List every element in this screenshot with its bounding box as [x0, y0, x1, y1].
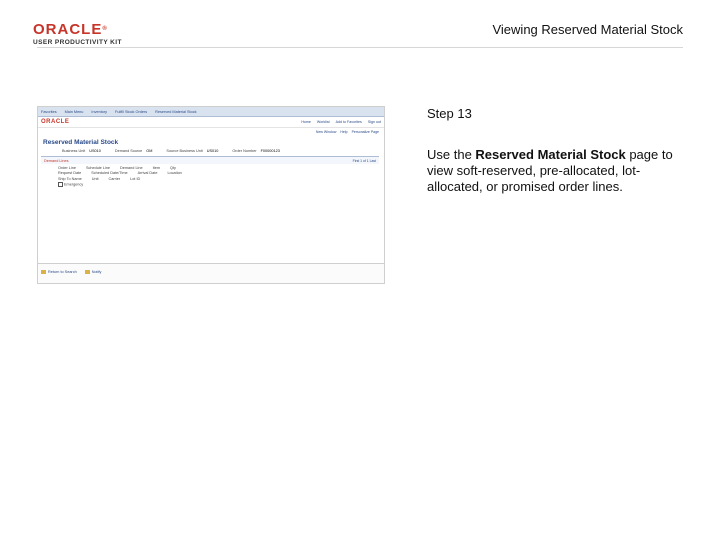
field-value: US010: [89, 149, 101, 153]
notify-button[interactable]: [85, 270, 102, 274]
nav-item-fulfill[interactable]: Fulfill Stock Orders: [115, 109, 148, 114]
header-link-worklist[interactable]: Worklist: [316, 120, 330, 124]
field-label: Order Number: [232, 149, 257, 153]
grid-cell: Carrier: [108, 176, 121, 181]
header-fields-row: [38, 148, 384, 154]
app-nav-bar: [38, 107, 384, 117]
header-divider: [37, 47, 683, 48]
grid-cell: Location: [167, 171, 182, 176]
field-value: US010: [206, 149, 219, 153]
checkbox-box[interactable]: [58, 182, 63, 187]
instruction-suffix: page to view soft-reserved, pre-allocated, lot-allocated, or promised order lines.: [427, 147, 673, 194]
grid-cell: Ship To Name: [58, 176, 82, 181]
grid-cell: Schedule Line: [85, 165, 111, 170]
header-link-home[interactable]: Home: [301, 120, 311, 124]
field-business-unit: [62, 149, 101, 153]
toolbar-personalize[interactable]: Personalize Page: [351, 130, 379, 134]
step-panel: [427, 106, 687, 195]
toolbar-new-window[interactable]: New Window: [315, 130, 337, 134]
notify-label: Notify: [91, 270, 102, 274]
oracle-logo-word: [33, 22, 122, 37]
grid-cell: Unit: [91, 176, 99, 181]
field-value: OM: [146, 149, 153, 153]
application-screenshot: [37, 106, 385, 284]
nav-item-inventory[interactable]: Inventory: [91, 109, 108, 114]
instruction-prefix: Use the: [427, 147, 476, 162]
nav-item-favorites[interactable]: Favorites: [41, 109, 57, 114]
upk-product-line: USER PRODUCTIVITY KIT: [33, 39, 122, 46]
step-label: Step 13: [427, 106, 472, 121]
return-to-search-label: Return to Search: [48, 270, 77, 274]
app-toolbar: [38, 128, 384, 136]
grid-cell: Arrival Date: [137, 171, 158, 176]
search-icon: [41, 270, 46, 274]
emergency-row: [38, 182, 384, 188]
step-instruction: [427, 147, 687, 195]
section-title: Demand Lines: [44, 158, 69, 163]
grid-cell: Request Date: [58, 171, 82, 176]
notify-icon: [85, 270, 90, 274]
grid-cell: Lot ID: [130, 176, 141, 181]
oracle-upk-logo: [33, 22, 122, 46]
nav-item-reserved[interactable]: Reserved Material Stock: [155, 109, 197, 114]
app-header: [38, 117, 384, 128]
app-page-heading: Reserved Material Stock: [43, 139, 119, 146]
grid-cell: Scheduled Date/Time: [91, 171, 128, 176]
app-header-links: [301, 120, 381, 124]
grid-cell: Order Line: [58, 165, 76, 170]
section-pager[interactable]: First 1 of 1 Last: [352, 158, 376, 163]
footer-links: [38, 264, 384, 280]
oracle-brand-text: ORACLE: [33, 21, 103, 38]
emergency-checkbox[interactable]: [58, 182, 83, 187]
field-value: F00000123: [260, 149, 280, 153]
checkbox-label: Emergency: [64, 182, 84, 187]
grid-cell: Qty: [170, 165, 176, 170]
app-oracle-logo: ORACLE: [41, 119, 70, 125]
field-label: Source Business Unit: [166, 149, 203, 153]
toolbar-help[interactable]: Help: [340, 130, 348, 134]
field-source-bu: [166, 149, 218, 153]
grid-cell: Item: [152, 165, 161, 170]
registered-mark: ®: [102, 26, 108, 32]
return-to-search-button[interactable]: [41, 270, 77, 274]
header-link-signout[interactable]: Sign out: [367, 120, 381, 124]
field-label: Business Unit: [62, 149, 86, 153]
header-link-favorites[interactable]: Add to Favorites: [335, 120, 362, 124]
slide-title: Viewing Reserved Material Stock: [492, 22, 683, 37]
app-footer: [38, 263, 384, 284]
instruction-bold: Reserved Material Stock: [475, 147, 626, 162]
field-demand-source: [115, 149, 153, 153]
demand-lines-section: [41, 156, 379, 164]
field-label: Demand Source: [114, 149, 143, 153]
grid-cell: Demand Line: [120, 165, 143, 170]
field-order-number: [232, 149, 279, 153]
nav-item-main-menu[interactable]: Main Menu: [64, 109, 84, 114]
